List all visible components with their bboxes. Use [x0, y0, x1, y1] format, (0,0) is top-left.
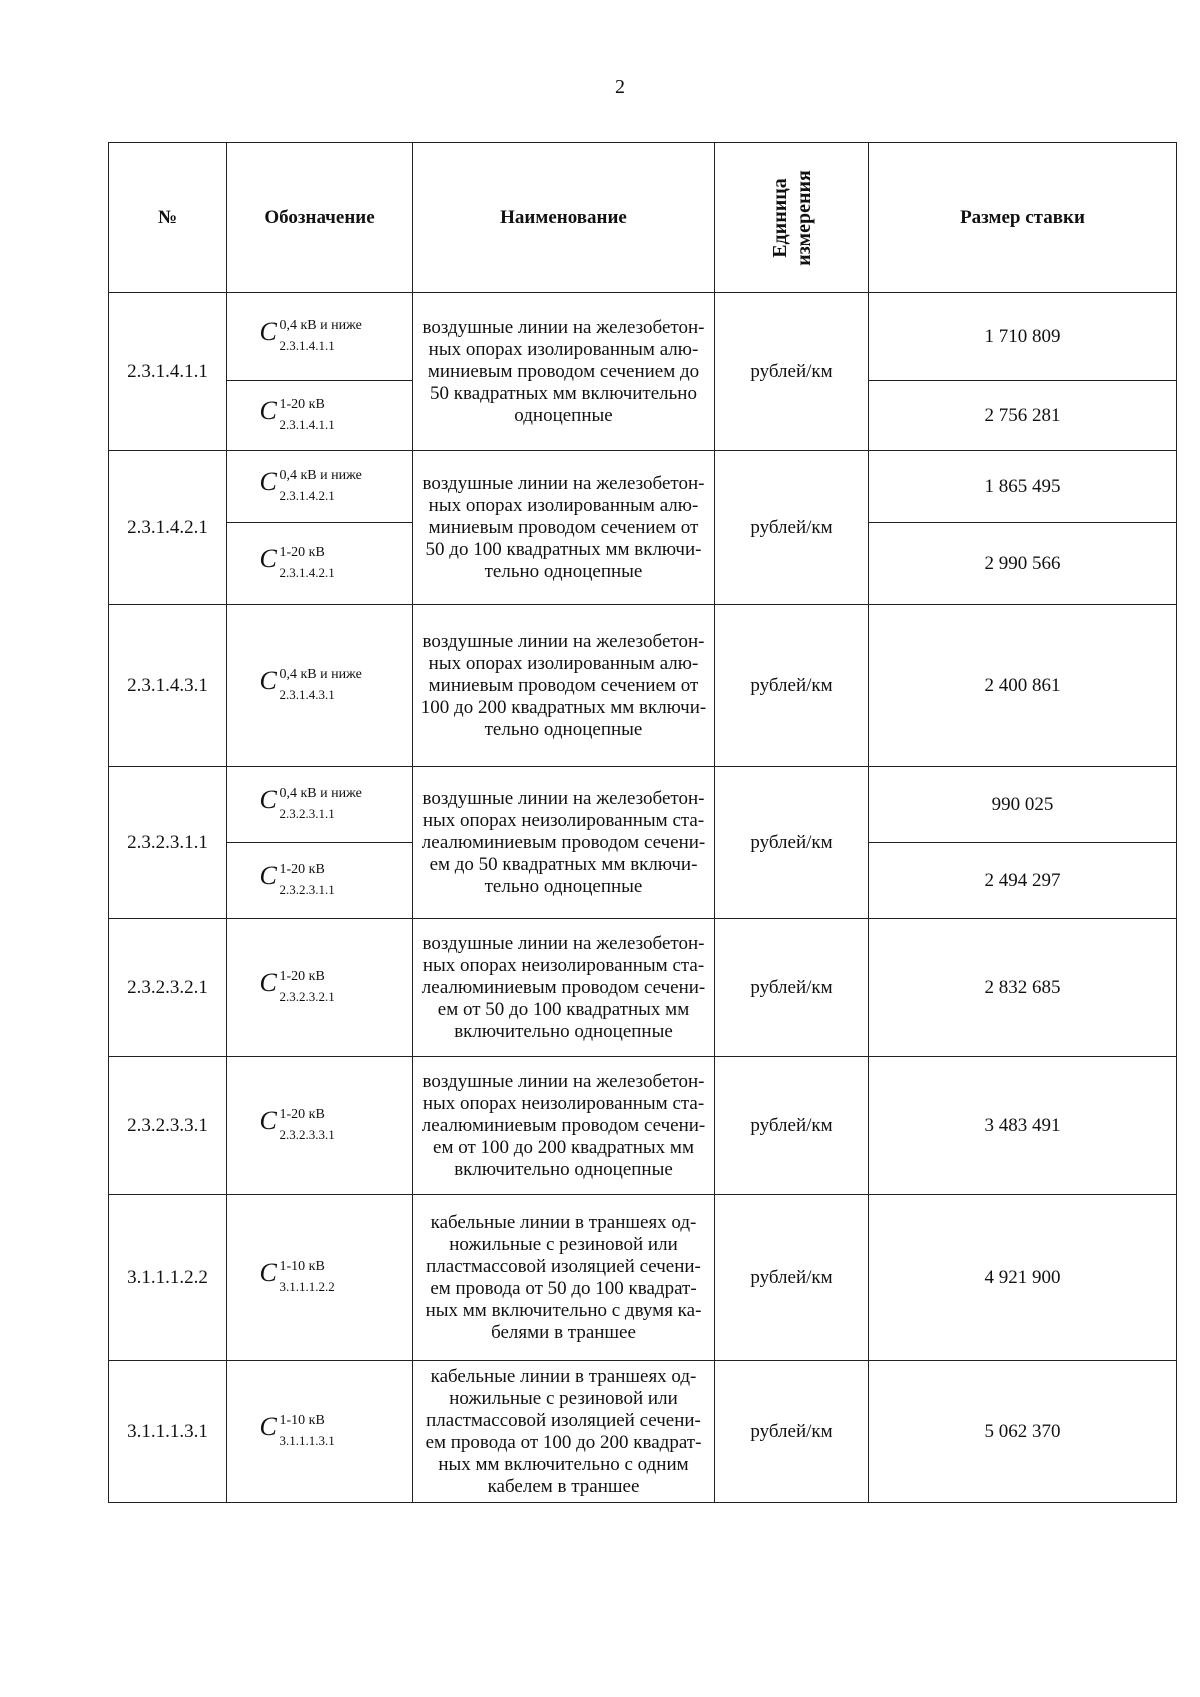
header-unit: [715, 143, 869, 293]
rate-index: 2.3.1.4.3.1: [279, 686, 335, 702]
rate-index: 2.3.1.4.2.1: [279, 487, 335, 503]
symbol-letter: C: [259, 784, 277, 814]
rate-symbol: [260, 779, 380, 825]
symbol-letter: C: [259, 543, 277, 573]
rate-cell: 2 832 685: [869, 919, 1177, 1057]
symbol-letter: C: [259, 1105, 277, 1135]
rate-cell: 2 400 861: [869, 605, 1177, 767]
symbol-letter: C: [259, 860, 277, 890]
unit-cell: рублей/км: [715, 1361, 869, 1503]
voltage-class: 0,4 кВ и ниже: [279, 785, 362, 801]
rate-index: 3.1.1.1.3.1: [279, 1432, 335, 1448]
unit-cell: рублей/км: [715, 919, 869, 1057]
row-number: 2.3.2.3.1.1: [109, 767, 227, 919]
rate-index: 2.3.2.3.3.1: [279, 1126, 335, 1142]
rate-cell: 990 025: [869, 767, 1177, 843]
table-row: [109, 1195, 1177, 1361]
designation-cell: [227, 843, 413, 919]
table-row: [109, 1361, 1177, 1503]
designation-cell: [227, 1057, 413, 1195]
rate-symbol: [260, 538, 380, 584]
voltage-class: 1-20 кВ: [279, 968, 325, 984]
rate-cell: 3 483 491: [869, 1057, 1177, 1195]
table-row: [109, 605, 1177, 767]
row-number: 3.1.1.1.3.1: [109, 1361, 227, 1503]
unit-cell: рублей/км: [715, 293, 869, 451]
voltage-class: 1-10 кВ: [279, 1412, 325, 1428]
page-number: 2: [615, 76, 625, 98]
description-cell: кабельные линии в траншеях од-ножильные с резиновой или пластмассовой изоляцией сечени-ем провода от 100 до 200 квадрат-ных мм включительно с одним кабелем в траншее: [413, 1361, 715, 1503]
row-number: 2.3.1.4.3.1: [109, 605, 227, 767]
designation-cell: [227, 919, 413, 1057]
rate-cell: 4 921 900: [869, 1195, 1177, 1361]
rate-index: 2.3.1.4.2.1: [279, 564, 335, 580]
symbol-letter: C: [259, 967, 277, 997]
header-unit-line1: Единица: [768, 177, 791, 258]
rate-cell: 1 710 809: [869, 293, 1177, 381]
designation-cell: [227, 605, 413, 767]
description-cell: воздушные линии на железобетон-ных опорах изолированным алю-миниевым проводом сечением от 50 до 100 квадратных мм включи-тельно одноцепные: [413, 451, 715, 605]
voltage-class: 1-20 кВ: [279, 1106, 325, 1122]
table-row: [109, 1057, 1177, 1195]
rate-index: 2.3.2.3.1.1: [279, 881, 335, 897]
symbol-letter: C: [259, 665, 277, 695]
designation-cell: [227, 1361, 413, 1503]
table-row: [109, 293, 1177, 381]
header-name: Наименование: [413, 143, 715, 293]
rate-symbol: [260, 962, 380, 1008]
voltage-class: 1-20 кВ: [279, 396, 325, 412]
row-number: 2.3.1.4.2.1: [109, 451, 227, 605]
designation-cell: [227, 293, 413, 381]
symbol-letter: C: [259, 1257, 277, 1287]
voltage-class: 1-20 кВ: [279, 544, 325, 560]
rate-cell: 5 062 370: [869, 1361, 1177, 1503]
description-cell: воздушные линии на железобетон-ных опорах изолированным алю-миниевым проводом сечением от 100 до 200 квадратных мм включи-тельно одноцепные: [413, 605, 715, 767]
voltage-class: 0,4 кВ и ниже: [279, 467, 362, 483]
rate-cell: 2 990 566: [869, 523, 1177, 605]
table-row: [109, 451, 1177, 523]
rate-index: 2.3.1.4.1.1: [279, 416, 335, 432]
rate-index: 2.3.2.3.2.1: [279, 988, 335, 1004]
rate-symbol: [260, 1100, 380, 1146]
header-num: №: [109, 143, 227, 293]
symbol-letter: C: [259, 1411, 277, 1441]
description-cell: воздушные линии на железобетон-ных опорах неизолированным ста-леалюминиевым проводом сечени-ем до 50 квадратных мм включи-тельно одноцепные: [413, 767, 715, 919]
rate-cell: 2 756 281: [869, 381, 1177, 451]
rate-index: 2.3.2.3.1.1: [279, 805, 335, 821]
header-row: [109, 143, 1177, 293]
voltage-class: 0,4 кВ и ниже: [279, 317, 362, 333]
rate-symbol: [260, 1406, 380, 1452]
rate-symbol: [260, 660, 380, 706]
rate-index: 3.1.1.1.2.2: [279, 1278, 335, 1294]
rate-symbol: [260, 855, 380, 901]
designation-cell: [227, 1195, 413, 1361]
table-row: [109, 767, 1177, 843]
header-unit-line2: измерения: [792, 169, 815, 266]
table-body: [109, 293, 1177, 1503]
designation-cell: [227, 451, 413, 523]
designation-cell: [227, 381, 413, 451]
description-cell: воздушные линии на железобетон-ных опорах неизолированным ста-леалюминиевым проводом сечени-ем от 100 до 200 квадратных мм включительно одноцепные: [413, 1057, 715, 1195]
rate-cell: 1 865 495: [869, 451, 1177, 523]
row-number: 3.1.1.1.2.2: [109, 1195, 227, 1361]
voltage-class: 0,4 кВ и ниже: [279, 666, 362, 682]
description-cell: воздушные линии на железобетон-ных опорах неизолированным ста-леалюминиевым проводом сечени-ем от 50 до 100 квадратных мм включительно одноцепные: [413, 919, 715, 1057]
row-number: 2.3.2.3.2.1: [109, 919, 227, 1057]
rate-cell: 2 494 297: [869, 843, 1177, 919]
unit-cell: рублей/км: [715, 767, 869, 919]
symbol-letter: C: [259, 395, 277, 425]
rate-symbol: [260, 461, 380, 507]
table-row: [109, 919, 1177, 1057]
unit-cell: рублей/км: [715, 605, 869, 767]
unit-cell: рублей/км: [715, 1195, 869, 1361]
voltage-class: 1-10 кВ: [279, 1258, 325, 1274]
unit-cell: рублей/км: [715, 1057, 869, 1195]
rate-symbol: [260, 390, 380, 436]
header-designation: Обозначение: [227, 143, 413, 293]
rate-index: 2.3.1.4.1.1: [279, 337, 335, 353]
row-number: 2.3.1.4.1.1: [109, 293, 227, 451]
description-cell: кабельные линии в траншеях од-ножильные с резиновой или пластмассовой изоляцией сечени-ем провода от 50 до 100 квадрат-ных мм включительно с двумя ка-белями в траншее: [413, 1195, 715, 1361]
unit-cell: рублей/км: [715, 451, 869, 605]
rate-symbol: [260, 1252, 380, 1298]
rates-table: [108, 142, 1177, 1503]
header-rate: Размер ставки: [869, 143, 1177, 293]
symbol-letter: C: [259, 466, 277, 496]
description-cell: воздушные линии на железобетон-ных опорах изолированным алю-миниевым проводом сечением до 50 квадратных мм включительно одноцепные: [413, 293, 715, 451]
designation-cell: [227, 767, 413, 843]
voltage-class: 1-20 кВ: [279, 861, 325, 877]
rate-symbol: [260, 311, 380, 357]
designation-cell: [227, 523, 413, 605]
row-number: 2.3.2.3.3.1: [109, 1057, 227, 1195]
symbol-letter: C: [259, 316, 277, 346]
